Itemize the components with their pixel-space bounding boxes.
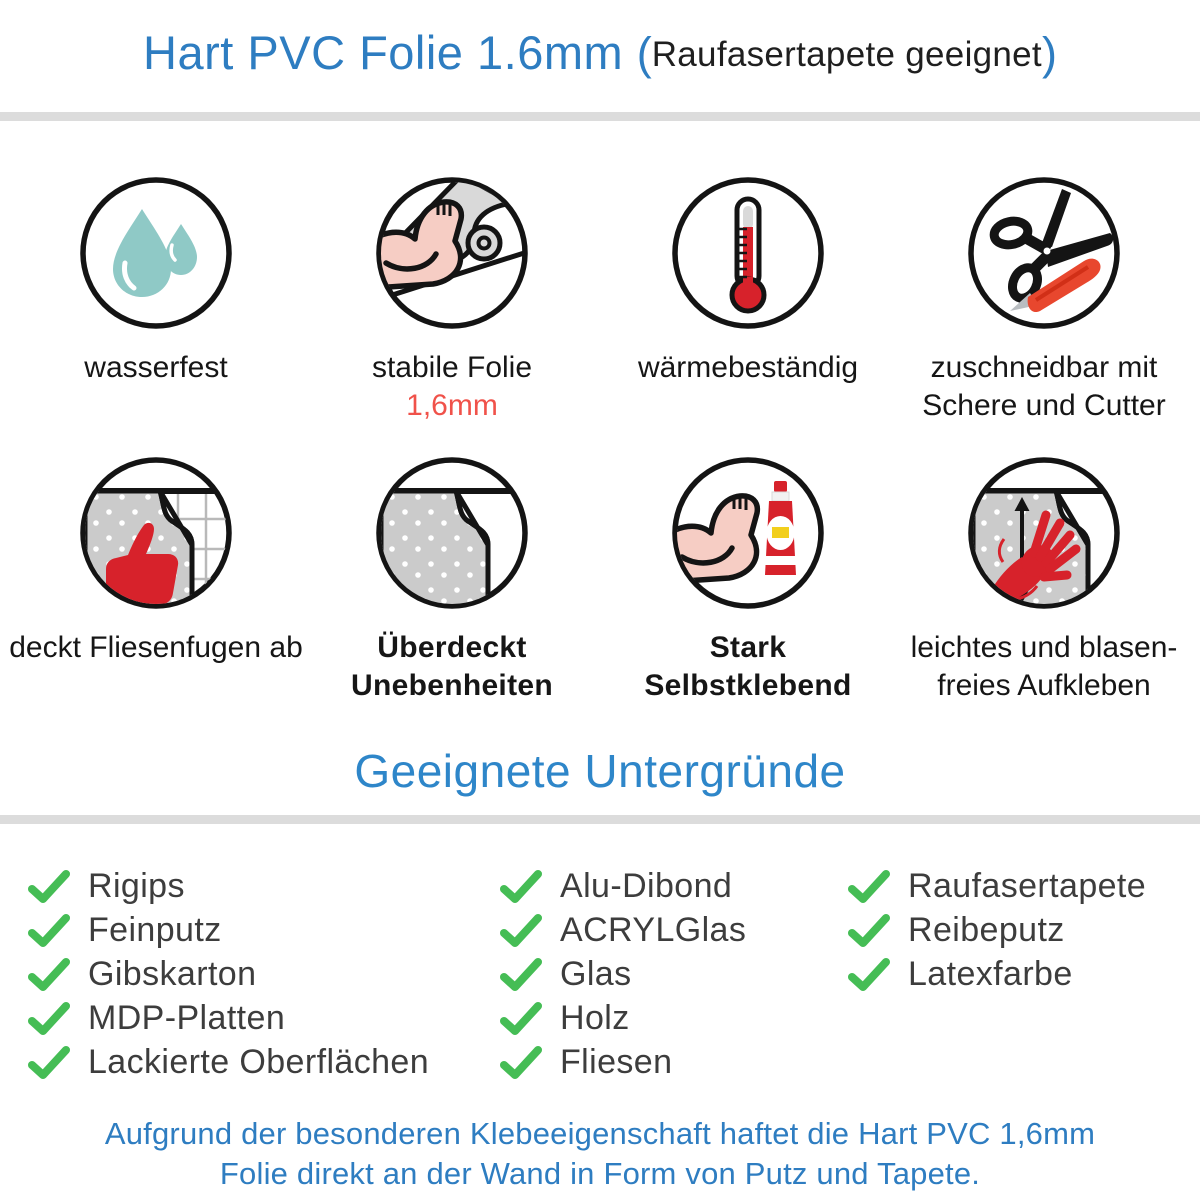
- page-title: [0, 0, 1200, 94]
- thumb-up-tiles-icon: [76, 453, 236, 613]
- thermometer-icon: [668, 173, 828, 333]
- divider-substrates: [0, 815, 1200, 824]
- divider-top: [0, 112, 1200, 121]
- feature-label-line2: Selbstklebend: [644, 669, 852, 702]
- substrate-label: Alu-Dibond: [560, 866, 733, 905]
- title-paren-open: (: [636, 28, 652, 79]
- substrate-label: ACRYLGlas: [560, 910, 747, 949]
- check-icon: [28, 1002, 70, 1035]
- check-icon: [848, 958, 890, 991]
- substrate-label: Glas: [560, 954, 632, 993]
- feature-unebenheiten: [304, 453, 600, 705]
- check-icon: [28, 1046, 70, 1079]
- check-icon: [28, 958, 70, 991]
- feature-label-line2: Schere und Cutter: [922, 389, 1166, 422]
- substrate-label: Latexfarbe: [908, 954, 1073, 993]
- feature-grid: [0, 173, 1200, 705]
- list-item: [28, 996, 500, 1040]
- feature-label: wärmebeständig: [637, 351, 859, 384]
- list-item: [500, 1040, 848, 1084]
- feature-wasserfest: [8, 173, 304, 425]
- feature-aufkleben: [896, 453, 1192, 705]
- check-icon: [28, 870, 70, 903]
- feature-label: leichtes und blasen-: [910, 631, 1178, 664]
- water-drops-icon: [76, 173, 236, 333]
- list-item: [500, 952, 848, 996]
- list-item: [28, 864, 500, 908]
- feature-label-line2: freies Aufkleben: [937, 669, 1151, 702]
- substrate-label: Raufasertapete: [908, 866, 1147, 905]
- feature-stabile-folie: [304, 173, 600, 425]
- substrate-label: Lackierte Oberflächen: [88, 1042, 430, 1081]
- list-item: [28, 952, 500, 996]
- feature-waermebestaendig: [600, 173, 896, 425]
- list-item: [500, 908, 848, 952]
- muscle-glue-icon: [668, 453, 828, 613]
- check-icon: [500, 914, 542, 947]
- substrates-column-3: [848, 864, 1200, 1084]
- list-item: [848, 908, 1200, 952]
- substrate-label: Holz: [560, 998, 630, 1037]
- feature-label: wasserfest: [84, 351, 228, 384]
- feature-thickness-label: 1,6mm: [406, 389, 498, 422]
- substrate-label: Feinputz: [88, 910, 222, 949]
- list-item: [500, 864, 848, 908]
- check-icon: [848, 870, 890, 903]
- foil-fold-icon: [372, 453, 532, 613]
- check-icon: [500, 870, 542, 903]
- check-icon: [848, 914, 890, 947]
- check-icon: [28, 914, 70, 947]
- substrate-label: Reibeputz: [908, 910, 1065, 949]
- feature-label: Stark: [709, 631, 787, 664]
- footer-line-2: Folie direkt an der Wand in Form von Putz und Tapete.: [219, 1156, 981, 1191]
- list-item: [848, 864, 1200, 908]
- check-icon: [500, 958, 542, 991]
- list-item: [848, 952, 1200, 996]
- substrates-column-2: [500, 864, 848, 1084]
- feature-zuschneidbar: [896, 173, 1192, 425]
- footer-line-1: Aufgrund der besonderen Klebeeigenschaft haftet die Hart PVC 1,6mm: [104, 1116, 1096, 1151]
- muscle-foil-icon: [372, 173, 532, 333]
- list-item: [28, 1040, 500, 1084]
- title-main: Hart PVC Folie 1.6mm: [143, 26, 637, 79]
- substrates-list: [0, 864, 1200, 1084]
- list-item: [28, 908, 500, 952]
- substrates-heading: Geeignete Untergründe: [354, 745, 846, 797]
- hand-smoothing-icon: [964, 453, 1124, 613]
- substrate-label: Rigips: [88, 866, 185, 905]
- substrate-label: Fliesen: [560, 1042, 673, 1081]
- feature-fliesenfugen: [8, 453, 304, 705]
- feature-label: zuschneidbar mit: [930, 351, 1158, 384]
- feature-label: deckt Fliesenfugen ab: [9, 631, 303, 664]
- title-paren-close: ): [1041, 28, 1057, 79]
- title-paren-text: Raufasertapete geeignet: [651, 35, 1042, 74]
- substrate-label: Gibskarton: [88, 954, 257, 993]
- feature-label-line2: Unebenheiten: [351, 669, 553, 702]
- check-icon: [500, 1002, 542, 1035]
- scissors-cutter-icon: [964, 173, 1124, 333]
- feature-selbstklebend: [600, 453, 896, 705]
- check-icon: [500, 1046, 542, 1079]
- feature-label: Überdeckt: [377, 631, 527, 664]
- feature-label: stabile Folie: [371, 351, 533, 384]
- substrate-label: MDP-Platten: [88, 998, 286, 1037]
- substrates-column-1: [28, 864, 500, 1084]
- list-item: [500, 996, 848, 1040]
- footer-note: [0, 1114, 1200, 1194]
